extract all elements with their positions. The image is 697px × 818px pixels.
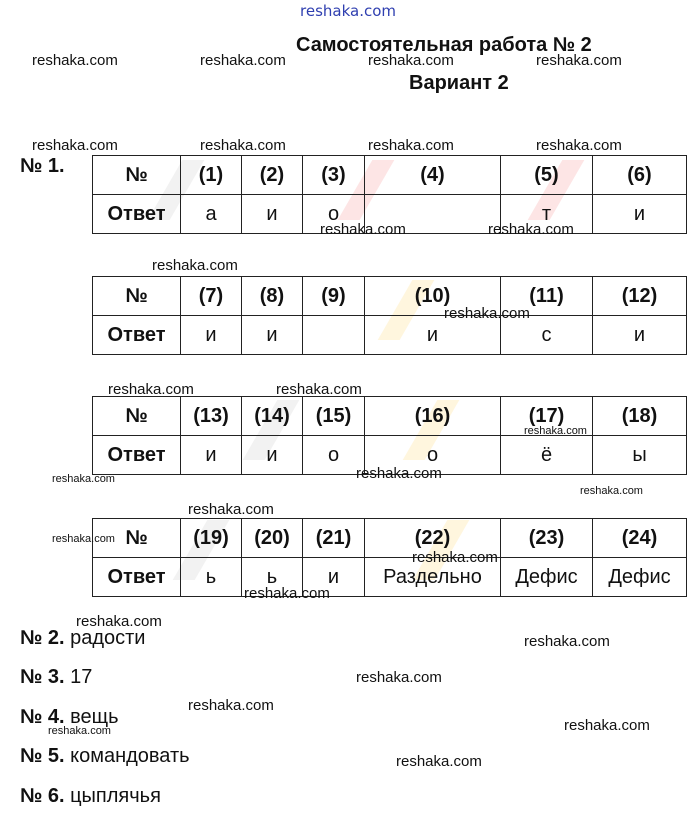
table-cell: (15) (303, 397, 365, 436)
table-cell: (18) (593, 397, 687, 436)
answer-value: 17 (70, 666, 93, 688)
table-cell (303, 316, 365, 355)
answer-value: командовать (70, 745, 190, 767)
table-cell: и (181, 436, 242, 475)
table-cell: (20) (242, 519, 303, 558)
table-cell: ь (242, 558, 303, 597)
title-line-2: Вариант 2 (409, 72, 509, 94)
answer-value: вещь (70, 706, 119, 728)
watermark: reshaka.com (580, 485, 643, 497)
table-cell: (16) (365, 397, 501, 436)
table-cell: (21) (303, 519, 365, 558)
table-cell: т (501, 195, 593, 234)
table-cell: о (303, 436, 365, 475)
answer-value: радости (70, 627, 146, 649)
table-row (93, 277, 687, 316)
table-cell: (6) (593, 156, 687, 195)
answer-table-3 (92, 396, 687, 475)
watermark: reshaka.com (152, 257, 238, 274)
table-cell: (10) (365, 277, 501, 316)
watermark: reshaka.com (536, 137, 622, 154)
answer-label: № 6. (20, 785, 65, 807)
watermark: reshaka.com (200, 52, 286, 69)
table-cell: (17) (501, 397, 593, 436)
table-cell: Дефис (593, 558, 687, 597)
table-header-label: № (93, 156, 181, 195)
watermark: reshaka.com (320, 221, 406, 238)
watermark: reshaka.com (32, 52, 118, 69)
table-cell: (23) (501, 519, 593, 558)
table-cell: (3) (303, 156, 365, 195)
table-cell: (24) (593, 519, 687, 558)
watermark: reshaka.com (52, 533, 115, 545)
table-cell: и (593, 316, 687, 355)
table-cell: (22) (365, 519, 501, 558)
table-cell: ы (593, 436, 687, 475)
watermark: reshaka.com (200, 137, 286, 154)
answer-line-6 (20, 785, 161, 808)
table-header-label: № (93, 397, 181, 436)
answer-label: № 4. (20, 706, 65, 728)
title-line-1: Самостоятельная работа № 2 (296, 34, 592, 56)
watermark: reshaka.com (188, 501, 274, 518)
table-cell: о (303, 195, 365, 234)
table-cell: (11) (501, 277, 593, 316)
watermark: reshaka.com (108, 381, 194, 398)
table-cell: (19) (181, 519, 242, 558)
answer-line-5 (20, 745, 190, 768)
watermark: reshaka.com (356, 669, 442, 686)
table-cell: и (303, 558, 365, 597)
answer-label: № 3. (20, 666, 65, 688)
table-row (93, 519, 687, 558)
task-1-label: № 1. (20, 155, 65, 177)
table-cell: о (365, 436, 501, 475)
table-header-label: № (93, 277, 181, 316)
table-cell: и (242, 316, 303, 355)
answer-label: № 2. (20, 627, 65, 649)
table-row (93, 316, 687, 355)
table-cell: (8) (242, 277, 303, 316)
table-cell: (1) (181, 156, 242, 195)
table-cell: Раздельно (365, 558, 501, 597)
table-answer-label: Ответ (93, 316, 181, 355)
watermark: reshaka.com (48, 725, 111, 737)
watermark: reshaka.com (188, 697, 274, 714)
watermark: reshaka.com (536, 52, 622, 69)
answer-line-3 (20, 666, 92, 689)
table-cell: (12) (593, 277, 687, 316)
watermark: reshaka.com (276, 381, 362, 398)
watermark: reshaka.com (244, 585, 330, 602)
table-cell: (14) (242, 397, 303, 436)
watermark: reshaka.com (444, 305, 530, 322)
table-cell: ё (501, 436, 593, 475)
watermark: reshaka.com (32, 137, 118, 154)
table-answer-label: Ответ (93, 195, 181, 234)
answer-line-2 (20, 627, 145, 650)
watermark: reshaka.com (368, 52, 454, 69)
table-header-label: № (93, 519, 181, 558)
table-row (93, 397, 687, 436)
watermark: reshaka.com (488, 221, 574, 238)
watermark: reshaka.com (524, 425, 587, 437)
answer-table-2 (92, 276, 687, 355)
table-row (93, 156, 687, 195)
table-cell: (9) (303, 277, 365, 316)
table-cell: и (242, 195, 303, 234)
table-cell: и (593, 195, 687, 234)
watermark: reshaka.com (368, 137, 454, 154)
table-answer-label: Ответ (93, 558, 181, 597)
table-cell: с (501, 316, 593, 355)
table-cell: и (242, 436, 303, 475)
watermark: reshaka.com (52, 473, 115, 485)
watermark: reshaka.com (524, 633, 610, 650)
watermark: reshaka.com (564, 717, 650, 734)
table-cell: и (181, 316, 242, 355)
watermark: reshaka.com (412, 549, 498, 566)
site-link[interactable]: reshaka.com (300, 2, 396, 20)
table-cell: и (365, 316, 501, 355)
table-cell: (13) (181, 397, 242, 436)
table-answer-label: Ответ (93, 436, 181, 475)
table-cell: ь (181, 558, 242, 597)
answer-value: цыплячья (70, 785, 161, 807)
table-row (93, 558, 687, 597)
table-cell: (7) (181, 277, 242, 316)
table-cell: а (181, 195, 242, 234)
answer-label: № 5. (20, 745, 65, 767)
watermark: reshaka.com (76, 613, 162, 630)
table-cell: (4) (365, 156, 501, 195)
table-cell: (2) (242, 156, 303, 195)
answer-table-4 (92, 518, 687, 597)
table-cell: (5) (501, 156, 593, 195)
table-cell: Дефис (501, 558, 593, 597)
watermark: reshaka.com (396, 753, 482, 770)
watermark: reshaka.com (356, 465, 442, 482)
